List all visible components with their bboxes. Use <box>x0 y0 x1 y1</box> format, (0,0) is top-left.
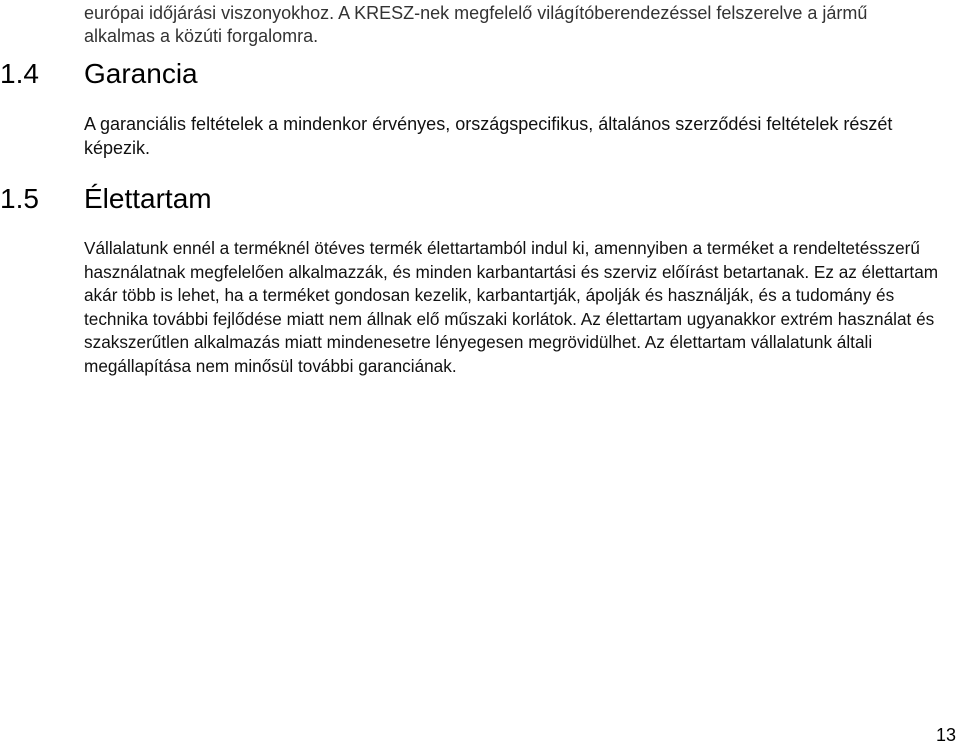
intro-text-line-1: európai időjárási viszonyokhoz. A KRESZ-nek megfelelő világítóberendezéssel felszerelve a jármű <box>84 3 868 23</box>
intro-text-line-2: alkalmas a közúti forgalomra. <box>84 26 319 46</box>
garancia-paragraph: A garanciális feltételek a mindenkor érvényes, országspecifikus, általános szerződési feltételek részét képezik. <box>84 114 893 158</box>
page-number: 13 <box>935 725 956 745</box>
section-number-1-5: 1.5 <box>0 183 39 214</box>
section-number-1-4: 1.4 <box>0 58 39 89</box>
section-title-garancia: Garancia <box>84 58 198 89</box>
elettartam-paragraph: Vállalatunk ennél a terméknél ötéves termék élettartamból indul ki, amennyiben a terméket a rendeltetésszerű használatnak megfelelően alkalmazzák, és minden karbantartási és szerviz előírást betartanak. Ez az élettartam akár több is lehet, ha a terméket gondosan kezelik, karbantartják, ápolják és használják, és a tudomány és technika további fejlődése miatt nem állnak elő műszaki korlátok. Az élettartam ugyanakkor extrém használat és szakszerűtlen alkalmazás miatt mindenesetre lényegesen megrövidülhet. Az élettartam vállalatunk általi megállapítása nem minősül további garanciának. <box>84 238 939 376</box>
section-title-elettartam: Élettartam <box>84 183 212 214</box>
